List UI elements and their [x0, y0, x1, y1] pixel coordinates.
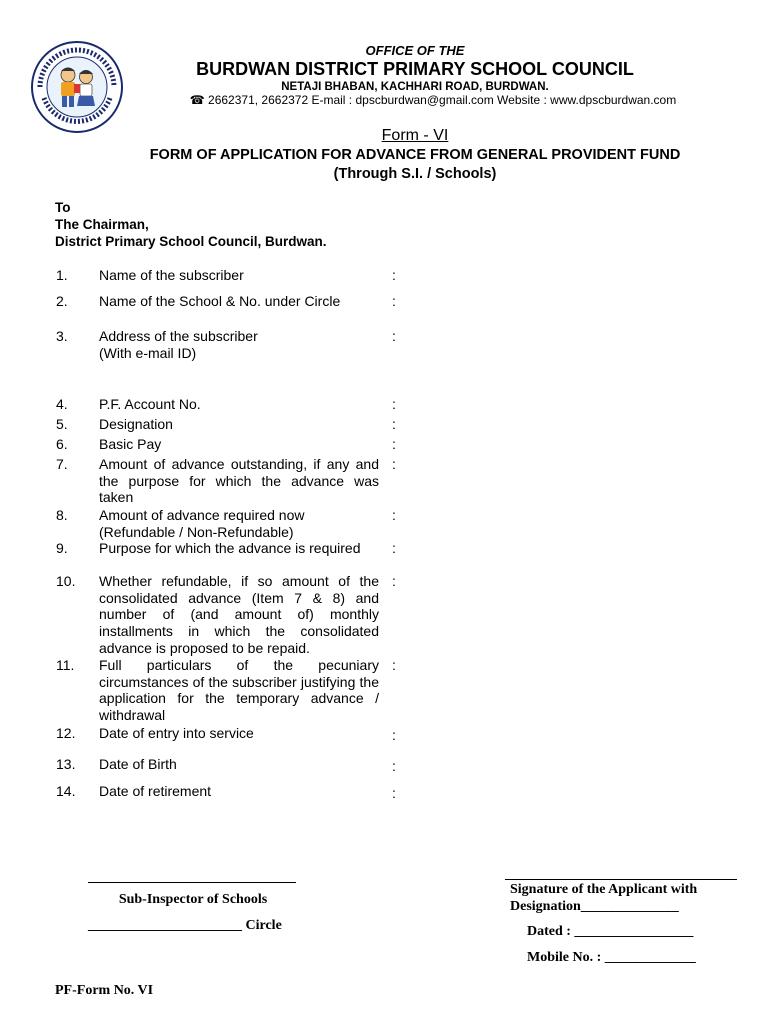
council-name-heading: BURDWAN DISTRICT PRIMARY SCHOOL COUNCIL — [196, 59, 634, 79]
dated-field: Dated : _________________ — [527, 924, 694, 939]
item-label: Address of the subscriber (With e-mail ID) — [99, 328, 258, 361]
item-label: Name of the School & No. under Circle — [99, 293, 341, 309]
council-address: NETAJI BHABAN, KACHHARI ROAD, BURDWAN. — [281, 81, 549, 93]
council-contact-info: ☎ 2662371, 2662372 E-mail : dpscburdwan@gmail.com Website : www.dpscburdwan.com — [189, 93, 677, 107]
item-label: Date of Birth — [99, 756, 177, 772]
item-colon: : — [392, 416, 396, 432]
form-subtitle: (Through S.I. / Schools) — [333, 166, 497, 182]
item-label: Amount of advance outstanding, if any and the purpose for which the advance was taken — [99, 456, 379, 506]
item-number: 12. — [56, 725, 76, 741]
item-label: Date of entry into service — [99, 725, 254, 741]
item-number: 3. — [56, 328, 68, 344]
addressee-office: District Primary School Council, Burdwan. — [55, 234, 327, 249]
item-number: 8. — [56, 507, 68, 523]
item-colon: : — [392, 573, 396, 589]
item-colon: : — [392, 540, 396, 556]
item-number: 4. — [56, 396, 68, 412]
item-colon: : — [392, 785, 396, 801]
form-title: FORM OF APPLICATION FOR ADVANCE FROM GENERAL PROVIDENT FUND — [149, 147, 681, 163]
si-signature-line — [88, 882, 296, 883]
form-number: Form - VI — [381, 127, 449, 144]
item-colon: : — [392, 328, 396, 344]
circle-field: ______________________ Circle — [88, 918, 282, 933]
council-seal-logo — [30, 40, 124, 134]
item-colon: : — [392, 456, 396, 472]
item-number: 6. — [56, 436, 68, 452]
item-number: 10. — [56, 573, 76, 589]
item-colon: : — [392, 727, 396, 743]
item-number: 13. — [56, 756, 76, 772]
applicant-signature-line — [505, 879, 737, 880]
item-label: Date of retirement — [99, 783, 212, 799]
item-label: Basic Pay — [99, 436, 162, 452]
item-colon: : — [392, 267, 396, 283]
item-label: Full particulars of the pecuniary circumstances of the subscriber justifying the application for the temporary advance / withdrawal — [99, 657, 379, 724]
sub-inspector-label: Sub-Inspector of Schools — [118, 892, 268, 907]
item-colon: : — [392, 657, 396, 673]
mobile-number-field: Mobile No. : _____________ — [527, 950, 696, 965]
item-label: Designation — [99, 416, 173, 432]
item-label: Purpose for which the advance is required — [99, 540, 361, 556]
item-number: 14. — [56, 783, 76, 799]
addressee-to: To — [55, 200, 71, 215]
item-colon: : — [392, 758, 396, 774]
item-label: Name of the subscriber — [99, 267, 244, 283]
item-colon: : — [392, 293, 396, 309]
item-colon: : — [392, 396, 396, 412]
addressee-title: The Chairman, — [55, 217, 149, 232]
item-label: Whether refundable, if so amount of the consolidated advance (Item 7 & 8) and number of (and amount of) monthly installments in which the consolidated advance is proposed to be repaid. — [99, 573, 379, 656]
item-number: 9. — [56, 540, 68, 556]
item-label: P.F. Account No. — [99, 396, 201, 412]
item-number: 7. — [56, 456, 68, 472]
item-number: 5. — [56, 416, 68, 432]
office-of-heading: OFFICE OF THE — [365, 43, 465, 58]
item-number: 2. — [56, 293, 68, 309]
item-number: 11. — [56, 657, 75, 673]
item-number: 1. — [56, 267, 68, 283]
item-label: Amount of advance required now (Refundable / Non-Refundable) — [99, 507, 305, 540]
item-colon: : — [392, 507, 396, 523]
applicant-signature-label: Signature of the Applicant with Designation______________ — [510, 882, 698, 914]
item-colon: : — [392, 436, 396, 452]
pf-form-number-footer: PF-Form No. VI — [55, 983, 154, 998]
